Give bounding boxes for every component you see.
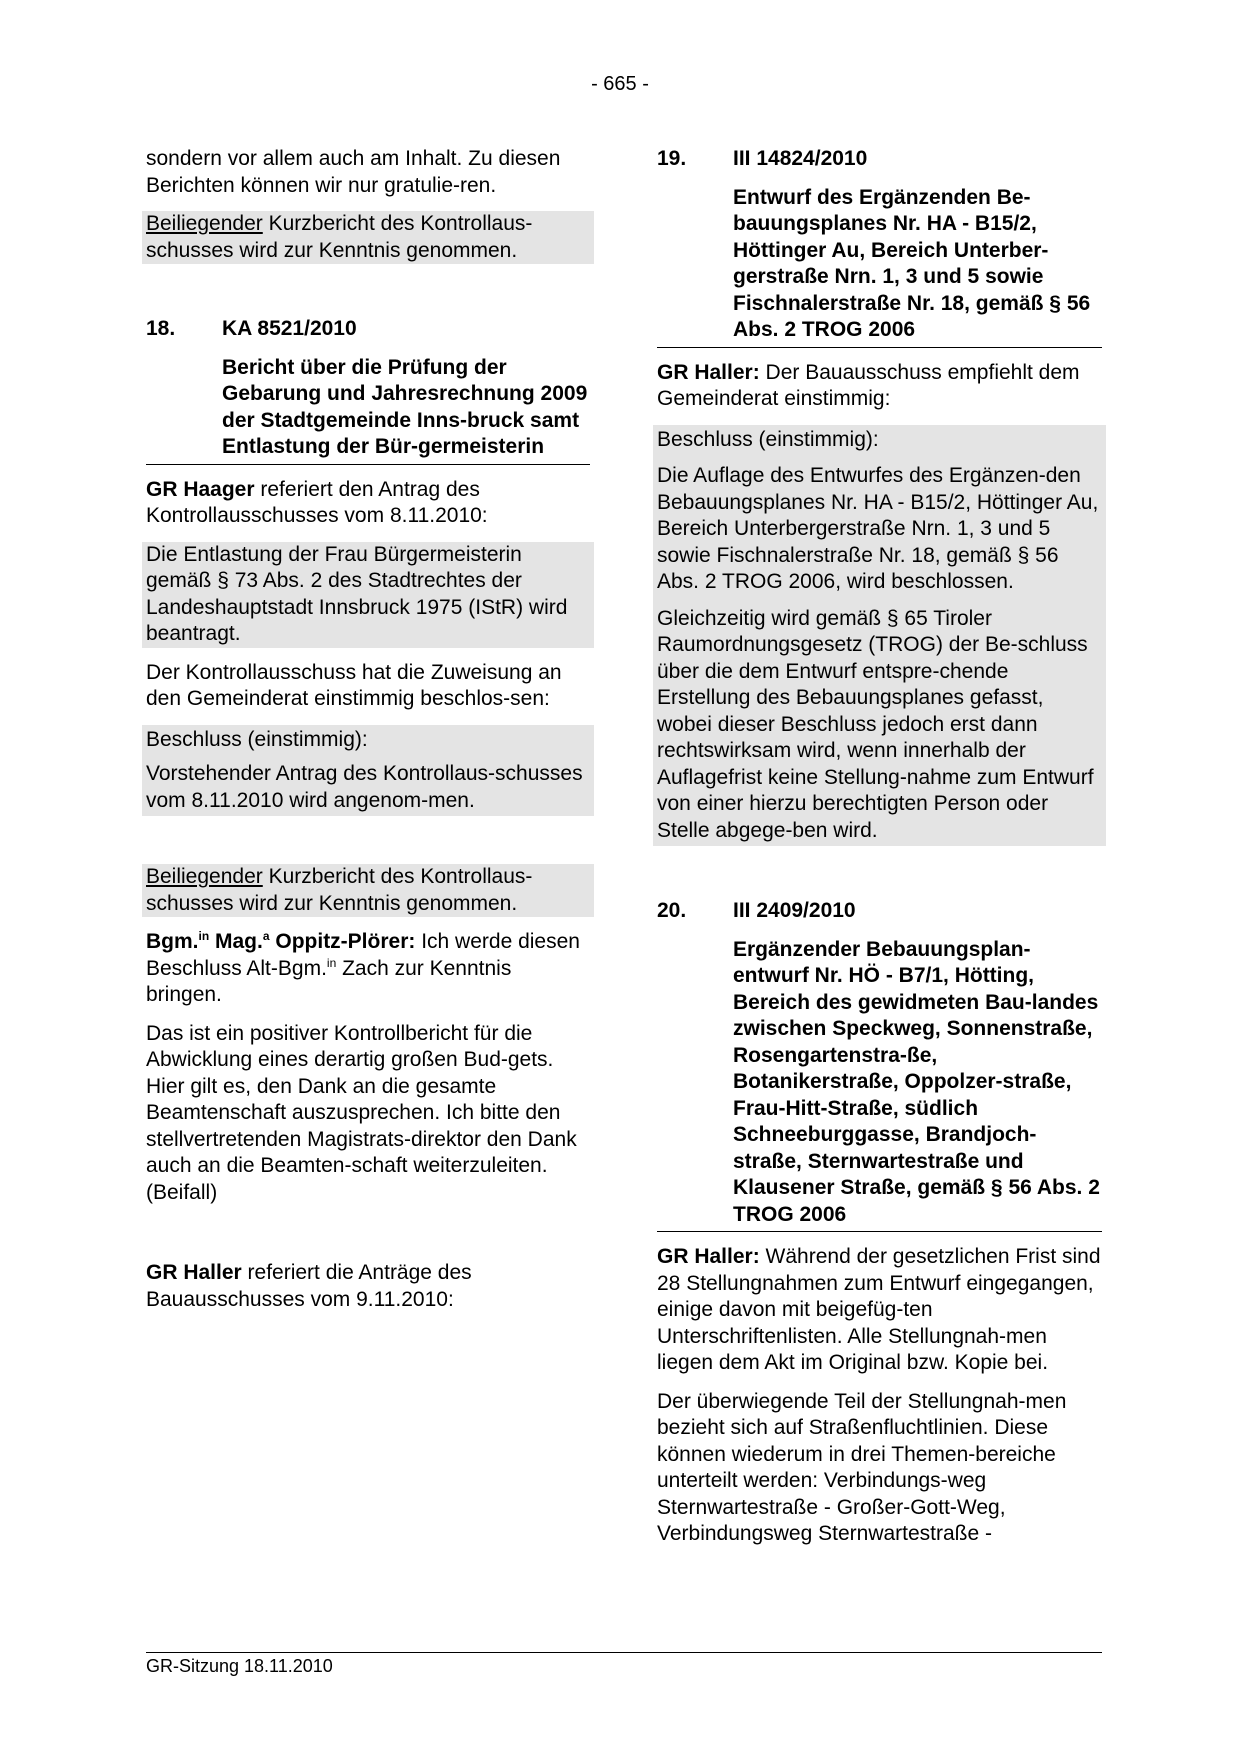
kurzbericht-note-1 (142, 211, 594, 264)
ueberwiegend-paragraph: Der überwiegende Teil der Stellungnah-men bezieht sich auf Straßenfluchtlinien. Diese können wiederum in drei Themen-bereiche unterteilt werden: Verbindungs-weg Sternwartestraße - Großer-Gott-Weg, Verbindungsweg Sternwartestraße - (657, 1389, 1067, 1545)
agenda-item-20 (657, 898, 1102, 1232)
haller-paragraph-2 (657, 1244, 1102, 1377)
agenda-item-18 (146, 316, 590, 465)
item-reference: KA 8521/2010 (222, 317, 357, 340)
superscript: a (262, 929, 270, 943)
haller-referiert-paragraph (146, 1260, 590, 1313)
item-number: 19. (657, 147, 687, 170)
item-reference: III 2409/2010 (733, 899, 856, 922)
zuweisung-paragraph: Der Kontrollausschuss hat die Zuweisung an den Gemeinderat einstimmig beschlos-sen: (146, 660, 562, 710)
speaker-name: GR Haager (146, 477, 255, 501)
speaker-text: referiert den Antrag des Kontrollausschusses vom 8.11.2010: (146, 477, 488, 527)
item-title: Bericht über die Prüfung der Gebarung und Jahresrechnung 2009 der Stadtgemeinde Inns-bruck samt Entlastung der Bür-germeisterin (146, 355, 590, 465)
footer-rule (146, 1652, 1102, 1653)
antrag-paragraph: Die Entlastung der Frau Bürgermeisterin gemäß § 73 Abs. 2 des Stadtrechtes der Landeshauptstadt Innsbruck 1975 (IStR) wird beantragt. (142, 542, 594, 648)
beschluss-label: Beschluss (einstimmig): (657, 427, 879, 451)
speaker-text: Ich werde diesen Beschluss Alt-Bgm. (146, 930, 580, 980)
agenda-item-19 (657, 146, 1102, 348)
bgm-title: Bgm. (146, 930, 199, 953)
angenommen-paragraph: Vorstehender Antrag des Kontrollaus-schusses vom 8.11.2010 wird angenom-men. (146, 762, 583, 812)
item-number: 20. (657, 899, 687, 922)
beschluss-block (142, 725, 594, 817)
intro-paragraph: sondern vor allem auch am Inhalt. Zu diesen Berichten können wir nur gratulie-ren. (146, 147, 561, 197)
speaker-name (146, 930, 415, 953)
haager-paragraph (146, 477, 590, 530)
superscript: in (326, 955, 337, 970)
page-number: - 665 - (591, 73, 649, 95)
left-column (146, 146, 590, 1325)
auflage-paragraph: Die Auflage des Entwurfes des Ergänzen-den Bebauungsplanes Nr. HA - B15/2, Höttinger Au, Bereich Unterbergerstraße Nrn. 1, 3 und 5 sowie Fischnalerstraße Nr. 18, gemäß § 56 Abs. 2 TROG 2006, wird beschlossen. (657, 464, 1099, 593)
speaker-text: Der Bauausschuss empfiehlt dem Gemeinderat einstimmig: (657, 360, 1080, 410)
item-number: 18. (146, 317, 176, 340)
right-column (657, 146, 1102, 1560)
kurzbericht-text: Kurzbericht des Kontrollaus-schusses wird zur Kenntnis genommen. (146, 865, 533, 915)
item-title: Entwurf des Ergänzenden Be-bauungsplanes Nr. HA - B15/2, Höttinger Au, Bereich Unterber-gerstraße Nrn. 1, 3 und 5 sowie Fischnalerstraße Nr. 18, gemäß § 56 Abs. 2 TROG 2006 (657, 185, 1102, 348)
speaker-name: GR Haller (146, 1261, 242, 1284)
haller-paragraph-1 (657, 360, 1102, 413)
kurzbericht-text: Kurzbericht des Kontrollaus-schusses wird zur Kenntnis genommen. (146, 212, 533, 262)
kurzbericht-note-2 (142, 864, 594, 917)
beschluss-label: Beschluss (einstimmig): (146, 727, 368, 751)
kurzbericht-underlined: Beiliegender (146, 212, 263, 235)
beschluss-block (653, 425, 1106, 847)
speaker-text: Zach zur Kenntnis bringen. (146, 956, 512, 1006)
gleichzeitig-paragraph: Gleichzeitig wird gemäß § 65 Tiroler Raumordnungsgesetz (TROG) der Be-schluss über die dem Entwurf entspre-chende Erstellung des Bebauungsplanes gefasst, wobei dieser Beschluss jedoch erst dann rechtswirksam wird, wenn innerhalb der Auflagefrist keine Stellung-nahme zum Entwurf von einer hierzu berechtigten Person oder Stelle abgege-ben wird. (657, 606, 1094, 842)
speaker-surname: Oppitz-Plörer: (269, 930, 416, 953)
speaker-name: GR Haller: (657, 360, 760, 384)
item-title: Ergänzender Bebauungsplan-entwurf Nr. HÖ - B7/1, Hötting, Bereich des gewidmeten Bau-landes zwischen Speckweg, Sonnenstraße, Rosengartenstra-ße, Botanikerstraße, Oppolzer-straße, Frau-Hitt-Straße, südlich Schneeburggasse, Brandjoch-straße, Sternwartestraße und Klausener Straße, gemäß § 56 Abs. 2 TROG 2006 (657, 937, 1102, 1233)
speaker-name: GR Haller: (657, 1245, 760, 1268)
mag-title: Mag. (209, 930, 263, 953)
footer-text: GR-Sitzung 18.11.2010 (146, 1656, 333, 1676)
item-reference: III 14824/2010 (733, 147, 868, 170)
positiv-paragraph: Das ist ein positiver Kontrollbericht für die Abwicklung eines derartig großen Bud-gets. Hier gilt es, den Dank an die gesamte Beamtenschaft auszusprechen. Ich bitte den stellvertretenden Magistrats-direktor den Dank auch an die Beamten-schaft weiterzuleiten. (Beifall) (146, 1021, 577, 1204)
speaker-text: Während der gesetzlichen Frist sind 28 Stellungnahmen zum Entwurf eingegangen, einige davon mit beigefüg-ten Unterschriftenlisten. Alle Stellungnah-men liegen dem Akt im Original bzw. Kopie bei. (657, 1245, 1101, 1374)
superscript: in (198, 929, 210, 943)
bgm-paragraph (146, 929, 590, 1009)
speaker-text: referiert die Anträge des Bauausschusses vom 9.11.2010: (146, 1261, 472, 1311)
kurzbericht-underlined: Beiliegender (146, 865, 263, 888)
